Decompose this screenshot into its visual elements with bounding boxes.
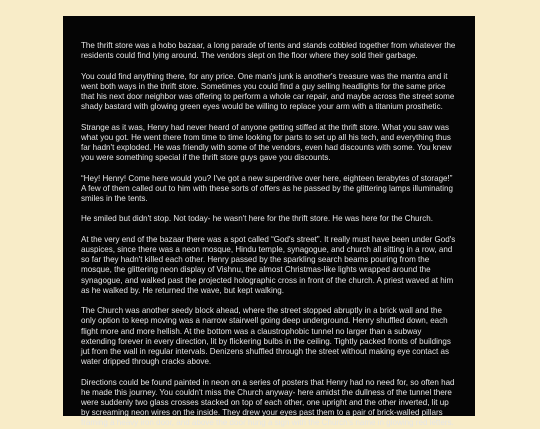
paragraph-3: Strange as it was, Henry had never heard of anyone getting stiffed at the thrift store. What you saw was what you got. He went there from time to time looking for parts to set up all his tech, and everything thus far hadn't exploded. He was friendly with some of the vendors, even had discounts with some. You knew you were something special if the thrift store guys gave you discounts. <box>81 122 452 163</box>
paragraph-2: You could find anything there, for any price. One man's junk is another's treasure was the mantra and it went both ways in the thrift store. Sometimes you could find a guy selling headlights for the same price that his next door neighbor was offering to perform a whole car repair, and maybe across the street some shady bastard with glowing green eyes would be willing to replace your arm with a titanium prosthetic. <box>81 71 455 112</box>
paragraph-7: The Church was another seedy block ahead, where the street stopped abruptly in a brick wall and the only option to keep moving was a narrow stairwell going deep underground. Henry shuffled down, each flight more and more hellish. At the bottom was a claustrophobic tunnel no larger than a subway extending forever in every direction, lit by flickering bulbs in the ceiling. Tightly packed fronts of buildings jut from the wall in regular intervals. Denizens shuffled through the street without making eye contact as water dripped through cracks above. <box>81 306 451 367</box>
paragraph-6: At the very end of the bazaar there was a spot called “God's street”. It really must have been under God's auspices, since there was a neon mosque, Hindu temple, synagogue, and church all sitting in a row, and so far they hadn't killed each other. Henry passed by the sparkling search beams pouring from the mosque, the glittering neon display of Vishnu, the almost Christmas-like lights wrapped around the synagogue, and walked past the projected holographic cross in front of the church. A priest waved at him as he walked by. He returned the wave, but kept walking. <box>81 234 456 295</box>
paragraph-5: He smiled but didn't stop. Not today- he wasn't here for the thrift store. He was here for the Church. <box>81 214 433 224</box>
paragraph-8: Directions could be found painted in neon on a series of posters that Henry had no need for, so often had he made this journey. You couldn't miss the Church anyway- here amidst the dullness of the tunnel there were suddenly two glass crosses stacked on top of each other, one upright and the other inverted, lit up by screaming neon wires on the inside. They drew your eyes past them to a pair of brick-walled pillars framing a heavy iron door, and above the door hung a sign with the Church's name in glowing red letters. <box>81 377 455 428</box>
document-page <box>63 16 475 428</box>
paragraph-4: “Hey! Henry! Come here would you? I've got a new superdrive over here, eighteen terabytes of storage!” A few of them called out to him with these sorts of offers as he passed by the glittering lamps illuminating smiles in the tents. <box>81 173 453 203</box>
paragraph-1: The thrift store was a hobo bazaar, a long parade of tents and stands cobbled together from whatever the residents could find lying around. The vendors slept on the floor where they sold their garbage. <box>81 41 456 61</box>
